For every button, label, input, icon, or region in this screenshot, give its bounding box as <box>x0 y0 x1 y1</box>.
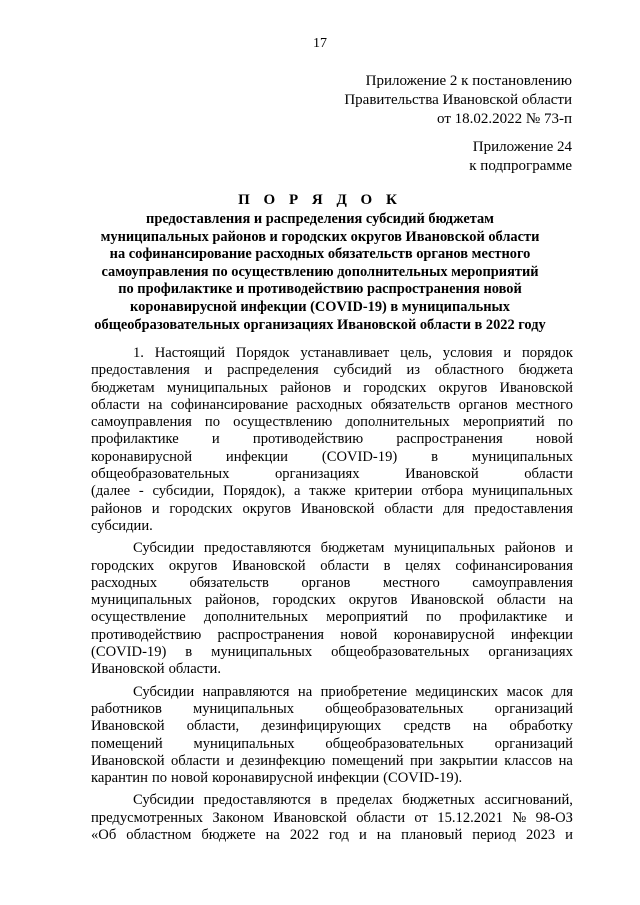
word: на <box>376 827 392 844</box>
word: субсидии. <box>91 517 153 534</box>
word: областном <box>126 827 192 844</box>
word: общеобразовательных <box>331 644 470 661</box>
word: и <box>151 500 160 517</box>
subtitle-line: муниципальных районов и городских округов Ивановской области <box>100 228 540 245</box>
word: по <box>557 414 573 431</box>
word: области <box>356 809 406 826</box>
word: профилактике <box>459 609 548 626</box>
word: Ивановской <box>499 379 573 396</box>
word: организациях <box>488 644 573 661</box>
word: на <box>297 683 313 700</box>
word: на <box>558 752 573 769</box>
word: 2022 <box>289 827 320 844</box>
word: и <box>211 431 220 448</box>
text-line <box>91 558 573 575</box>
word: коронавирусной <box>91 448 193 465</box>
word: районов <box>91 500 142 517</box>
word: бюджетам <box>91 379 155 396</box>
document-subtitle <box>70 211 570 334</box>
word: области <box>170 752 220 769</box>
word: и <box>204 362 213 379</box>
word: округов <box>438 379 488 396</box>
subtitle-line: на софинансирование расходных обязательств органов местного <box>109 246 531 263</box>
text-line <box>91 718 573 735</box>
word: области <box>496 592 546 609</box>
word: местного <box>382 574 440 591</box>
appendix-line: от 18.02.2022 № 73-п <box>437 111 572 127</box>
word: (COVID-19). <box>383 770 463 787</box>
word: организаций <box>494 735 573 752</box>
text-line <box>91 345 573 362</box>
word: мероприятий <box>462 414 545 431</box>
word: в <box>431 448 439 465</box>
word: медицинских <box>415 683 499 700</box>
word: бюджетных <box>402 792 475 809</box>
text-line <box>91 518 573 535</box>
text-line <box>91 431 573 448</box>
word: субсидий <box>333 362 392 379</box>
word: приобретение <box>320 683 407 700</box>
text-line <box>91 736 573 753</box>
word: обработку <box>509 718 573 735</box>
word: области <box>320 557 370 574</box>
word: и <box>565 827 573 844</box>
word: 98-ОЗ <box>535 809 573 826</box>
word: 15.12.2021 <box>437 809 503 826</box>
text-line <box>91 483 573 500</box>
word: муниципальных <box>192 700 294 717</box>
word: муниципальных <box>166 379 268 396</box>
word: по <box>204 414 221 431</box>
word: муниципальных <box>393 540 495 557</box>
word: областного <box>434 362 504 379</box>
word: и <box>343 379 352 396</box>
word: области <box>91 396 140 413</box>
word: округов <box>242 500 292 517</box>
word: самоуправления <box>472 574 573 591</box>
word: Ивановской <box>232 557 306 574</box>
page-number: 17 <box>313 36 327 51</box>
word: области, <box>186 718 240 735</box>
word: Ивановской <box>405 466 479 483</box>
subtitle-line: коронавирусной инфекции (COVID-19) в муниципальных <box>130 298 510 315</box>
word: области <box>384 500 434 517</box>
word: Ивановской <box>410 592 484 609</box>
word: и <box>358 827 367 844</box>
word: на <box>148 396 163 413</box>
word: распространения <box>396 431 503 448</box>
word: (COVID-19) <box>91 644 167 661</box>
word: бюджете <box>201 827 256 844</box>
text-line <box>91 701 573 718</box>
word: муниципальных <box>193 735 295 752</box>
paragraph <box>91 345 573 535</box>
word: городских <box>169 500 233 517</box>
word: отбора <box>421 483 464 500</box>
word: Ивановской <box>91 661 165 678</box>
word: и <box>565 540 573 557</box>
subtitle-line: по профилактике и противодействию распространения новой <box>118 281 522 298</box>
word: расходных <box>296 396 363 413</box>
word: предусмотренных <box>91 809 203 826</box>
word: Субсидии <box>133 540 195 557</box>
word: ассигнований, <box>484 792 573 809</box>
word: городских <box>91 557 155 574</box>
word: а <box>293 483 301 500</box>
word: осуществлению <box>233 414 333 431</box>
document-title: П О Р Я Д О К <box>238 192 402 208</box>
word: - <box>138 483 144 500</box>
word: Ивановской <box>273 809 347 826</box>
text-line <box>91 397 573 414</box>
appendix-line: Правительства Ивановской области <box>344 92 572 108</box>
word: мероприятий <box>326 609 409 626</box>
word: общеобразовательных <box>91 466 230 483</box>
word: обязательств <box>189 574 269 591</box>
word: городских <box>363 379 427 396</box>
word: в <box>185 644 193 661</box>
word: предоставляются <box>203 540 312 557</box>
word: масок <box>506 683 544 700</box>
word: противодействию <box>91 626 202 643</box>
word: дополнительных <box>345 414 450 431</box>
word: Порядок <box>235 345 290 361</box>
appendix-reference <box>344 72 572 129</box>
text-line <box>91 627 573 644</box>
word: при <box>409 752 433 769</box>
word: по <box>426 609 442 626</box>
word: муниципальных <box>471 448 573 465</box>
word: осуществление <box>91 609 186 626</box>
text-line <box>91 753 573 770</box>
word: от <box>414 809 428 826</box>
word: дополнительных <box>203 609 309 626</box>
text-line <box>91 684 573 701</box>
word: направляются <box>202 683 290 700</box>
word: бюджетам <box>320 540 385 557</box>
word: инфекции <box>510 626 573 643</box>
text-line <box>91 362 573 379</box>
word: городских <box>272 592 336 609</box>
word: 1. <box>133 345 144 361</box>
word: субсидии, <box>152 483 215 500</box>
word: округов <box>168 557 218 574</box>
word: области. <box>168 661 221 678</box>
word: софинансирования <box>455 557 573 574</box>
word: инфекции <box>225 448 288 465</box>
word: классов <box>504 752 553 769</box>
word: общеобразовательных <box>325 735 464 752</box>
subtitle-line: самоуправления по осуществлению дополнительных мероприятий <box>101 263 539 280</box>
text-line <box>91 770 573 787</box>
word: предоставления <box>91 362 190 379</box>
text-line <box>91 810 573 827</box>
text-line <box>91 792 573 809</box>
word: софинансирование <box>170 396 289 413</box>
word: средств <box>403 718 451 735</box>
word: профилактике <box>91 431 179 448</box>
word: области <box>524 466 573 483</box>
word: и <box>565 609 573 626</box>
word: (далее <box>91 483 131 500</box>
word: районов <box>280 379 331 396</box>
paragraph <box>91 792 573 844</box>
word: карантин <box>91 770 148 787</box>
word: помещений <box>331 752 404 769</box>
text-line <box>91 414 573 431</box>
word: год <box>329 827 349 844</box>
word: помещений <box>91 735 163 752</box>
word: муниципальных <box>211 644 313 661</box>
word: на <box>558 592 573 609</box>
word: Настоящий <box>154 345 226 361</box>
word: бюджета <box>518 362 573 379</box>
word: распределения <box>227 362 319 379</box>
word: предоставления <box>474 500 573 517</box>
text-line <box>91 609 573 626</box>
word: коронавирусной <box>212 770 314 787</box>
word: местного <box>516 396 573 413</box>
text-line <box>91 501 573 518</box>
word: и <box>226 752 235 769</box>
word: по <box>151 770 168 787</box>
word: противодействию <box>252 431 364 448</box>
paragraph <box>91 540 573 678</box>
text-line <box>91 540 573 557</box>
word: (COVID-19) <box>321 448 398 465</box>
appendix-line: к подпрограмме <box>469 158 572 174</box>
word: устанавливает <box>300 345 390 361</box>
word: закрытии <box>439 752 498 769</box>
word: Субсидии <box>133 792 195 809</box>
word: также <box>309 483 346 500</box>
word: органов <box>458 396 508 413</box>
word: на <box>265 827 280 844</box>
word: № <box>512 809 527 826</box>
word: обязательств <box>370 396 451 413</box>
word: Ивановской <box>300 500 375 517</box>
word: Ивановской <box>91 718 165 735</box>
word: в <box>383 557 391 574</box>
word: для <box>442 500 465 517</box>
word: из <box>406 362 421 379</box>
subtitle-line: общеобразовательных организациях Ивановской области в 2022 году <box>94 316 546 333</box>
word: районов <box>504 540 556 557</box>
text-line <box>91 644 573 661</box>
subtitle-line: предоставления и распределения субсидий бюджетам <box>146 211 494 227</box>
document-body <box>91 345 573 849</box>
word: и <box>503 345 512 361</box>
word: работников <box>91 700 162 717</box>
word: период <box>472 827 516 844</box>
word: порядок <box>521 345 573 361</box>
word: районов, <box>205 592 260 609</box>
word: самоуправления <box>91 414 192 431</box>
word: Законом <box>212 809 264 826</box>
word: Субсидии <box>133 683 195 700</box>
word: органов <box>301 574 351 591</box>
word: новой <box>340 626 378 643</box>
text-line <box>91 380 573 397</box>
word: общеобразовательных <box>325 700 464 717</box>
text-line <box>91 661 573 678</box>
word: муниципальных <box>91 592 193 609</box>
word: в <box>320 792 328 809</box>
paragraph <box>91 684 573 788</box>
word: коронавирусной <box>393 626 495 643</box>
appendix-line: Приложение 2 к постановлению <box>365 73 572 89</box>
word: расходных <box>91 574 158 591</box>
appendix-line: Приложение 24 <box>472 139 572 155</box>
word: плановый <box>401 827 463 844</box>
word: условия <box>442 345 493 361</box>
word: муниципальных <box>471 483 573 500</box>
word: организациях <box>274 466 360 483</box>
text-line <box>91 449 573 466</box>
word: целях <box>405 557 441 574</box>
word: округов <box>348 592 398 609</box>
word: дезинфицирующих <box>261 718 382 735</box>
word: критерии <box>354 483 413 500</box>
word: дезинфекцию <box>240 752 326 769</box>
word: цель, <box>400 345 432 361</box>
word: предоставляются <box>203 792 311 809</box>
word: для <box>551 683 573 700</box>
word: новой <box>171 770 209 787</box>
appendix-subprogram-reference <box>469 138 572 176</box>
text-line <box>91 575 573 592</box>
word: на <box>472 718 488 735</box>
word: новой <box>535 431 573 448</box>
word: Ивановской <box>91 752 165 769</box>
word: 2023 <box>525 827 556 844</box>
text-line <box>91 466 573 483</box>
word: пределах <box>336 792 393 809</box>
text-line <box>91 827 573 844</box>
word: инфекции <box>317 770 380 787</box>
word: организаций <box>494 700 573 717</box>
word: распространения <box>217 626 324 643</box>
word: «Об <box>91 827 117 844</box>
text-line <box>91 592 573 609</box>
word: Порядок), <box>223 483 286 500</box>
